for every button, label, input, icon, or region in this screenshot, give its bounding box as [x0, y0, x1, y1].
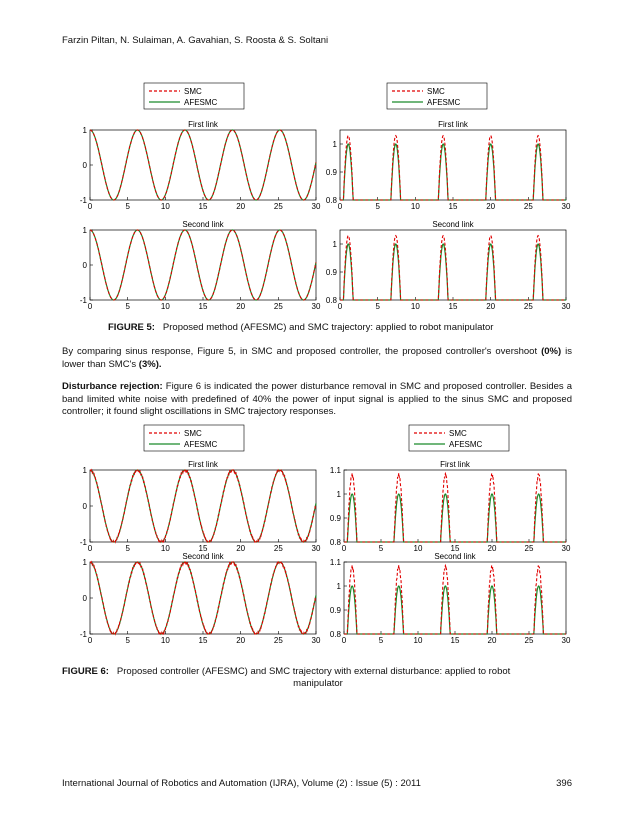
x-tick-label: 25 — [273, 202, 283, 211]
x-tick-label: 20 — [236, 202, 246, 211]
x-tick-label: 5 — [125, 636, 130, 645]
figure-6 — [62, 422, 574, 662]
x-tick-label: 30 — [311, 202, 321, 211]
x-tick-label: 25 — [524, 544, 534, 553]
x-tick-label: 0 — [87, 202, 93, 211]
x-tick-label: 10 — [160, 636, 170, 645]
fig6-left-first-link-plot — [80, 460, 321, 553]
y-tick-label: 0.8 — [329, 538, 341, 547]
legend-afesmc: AFESMC — [184, 98, 218, 107]
page-footer — [62, 778, 572, 789]
y-tick-label: 1 — [82, 558, 87, 567]
x-tick-label: 20 — [486, 302, 496, 311]
x-tick-label: 5 — [375, 202, 380, 211]
y-tick-label: -1 — [79, 630, 87, 639]
x-tick-label: 5 — [125, 544, 130, 553]
x-tick-label: 25 — [523, 202, 533, 211]
plot-title: First link — [188, 120, 218, 129]
x-tick-label: 30 — [561, 302, 571, 311]
y-tick-label: -1 — [79, 196, 87, 205]
fig5-left-first-link-plot — [80, 120, 321, 211]
plot-frame — [340, 230, 566, 300]
x-tick-label: 0 — [337, 202, 343, 211]
y-tick-label: 0 — [82, 502, 87, 511]
x-tick-label: 30 — [561, 544, 571, 553]
x-tick-label: 10 — [413, 636, 423, 645]
y-tick-label: 1 — [332, 240, 337, 249]
x-tick-label: 20 — [487, 636, 497, 645]
x-tick-label: 30 — [561, 636, 571, 645]
y-tick-label: 0.9 — [329, 606, 341, 615]
y-tick-label: 1 — [336, 582, 341, 591]
legend-smc: SMC — [184, 87, 202, 96]
plot-frame — [344, 470, 566, 542]
x-tick-label: 30 — [311, 302, 321, 311]
y-tick-label: 1 — [336, 490, 341, 499]
y-tick-label: 0.9 — [325, 168, 337, 177]
y-tick-label: 0.8 — [325, 296, 337, 305]
x-tick-label: 0 — [341, 636, 347, 645]
x-tick-label: 15 — [198, 302, 208, 311]
figure-6-label: FIGURE 6: — [62, 666, 109, 677]
legend-smc: SMC — [449, 429, 467, 438]
plot-title: Second link — [434, 552, 476, 561]
x-tick-label: 20 — [236, 302, 246, 311]
x-tick-label: 15 — [448, 302, 458, 311]
y-tick-label: 1 — [82, 226, 87, 235]
x-tick-label: 20 — [236, 544, 246, 553]
x-tick-label: 25 — [273, 544, 283, 553]
plot-title: Second link — [182, 552, 224, 561]
fig6-left-second-link-plot — [80, 552, 321, 645]
figure-5 — [62, 78, 574, 318]
y-tick-label: 0 — [82, 261, 87, 270]
x-tick-label: 10 — [160, 202, 170, 211]
x-tick-label: 10 — [413, 544, 423, 553]
y-tick-label: 1.1 — [329, 558, 341, 567]
x-tick-label: 15 — [450, 544, 460, 553]
figure-5-caption — [108, 322, 493, 333]
y-tick-label: -1 — [79, 538, 87, 547]
legend-afesmc: AFESMC — [184, 440, 218, 449]
x-tick-label: 10 — [410, 202, 420, 211]
y-tick-label: 1.1 — [329, 466, 341, 475]
fig6-right-second-link-plot — [330, 552, 571, 645]
y-tick-label: 0 — [82, 594, 87, 603]
x-tick-label: 10 — [160, 544, 170, 553]
fig5-left-legend — [144, 83, 244, 109]
x-tick-label: 0 — [341, 544, 347, 553]
y-tick-label: 0.8 — [325, 196, 337, 205]
x-tick-label: 30 — [311, 636, 321, 645]
x-tick-label: 0 — [87, 302, 93, 311]
fig6-right-first-link-plot — [330, 460, 571, 553]
x-tick-label: 20 — [487, 544, 497, 553]
x-tick-label: 15 — [198, 636, 208, 645]
figure-5-label: FIGURE 5: — [108, 322, 155, 333]
plot-title: First link — [188, 460, 218, 469]
paragraph-2: Disturbance rejection: Figure 6 is indicated the power disturbance removal in SMC and proposed controller. Besides a band limited white noise with predefined of 40% the power of input signal is applied to the sinus SMC and proposed controller; it found slight oscillations in SMC trajectory responses. — [62, 381, 572, 417]
plot-frame — [344, 562, 566, 634]
y-tick-label: -1 — [79, 296, 87, 305]
x-tick-label: 15 — [448, 202, 458, 211]
fig6-left-legend — [144, 425, 244, 451]
x-tick-label: 20 — [486, 202, 496, 211]
x-tick-label: 0 — [337, 302, 343, 311]
x-tick-label: 25 — [273, 302, 283, 311]
journal-citation: International Journal of Robotics and Automation (IJRA), Volume (2) : Issue (5) : 2011 — [62, 778, 421, 789]
x-tick-label: 25 — [524, 636, 534, 645]
legend-afesmc: AFESMC — [427, 98, 461, 107]
fig5-right-first-link-plot — [326, 120, 571, 211]
plot-title: First link — [440, 460, 470, 469]
x-tick-label: 10 — [410, 302, 420, 311]
y-tick-label: 0 — [82, 161, 87, 170]
x-tick-label: 15 — [198, 544, 208, 553]
x-tick-label: 20 — [236, 636, 246, 645]
x-tick-label: 5 — [375, 302, 380, 311]
x-tick-label: 0 — [87, 544, 93, 553]
page-number: 396 — [556, 778, 572, 789]
x-tick-label: 30 — [311, 544, 321, 553]
y-tick-label: 1 — [332, 140, 337, 149]
fig5-left-second-link-plot — [80, 220, 321, 311]
x-tick-label: 5 — [378, 544, 384, 553]
x-tick-label: 5 — [125, 202, 130, 211]
paragraph-1: By comparing sinus response, Figure 5, in SMC and proposed controller, the proposed controller's overshoot (0%) is lower than SMC's (3%). — [62, 346, 573, 370]
fig5-right-second-link-plot — [326, 220, 571, 311]
fig6-right-legend — [409, 425, 509, 451]
plot-frame — [340, 130, 566, 200]
x-tick-label: 0 — [87, 636, 93, 645]
plot-title: Second link — [182, 220, 224, 229]
legend-afesmc: AFESMC — [449, 440, 483, 449]
running-header: Farzin Piltan, N. Sulaiman, A. Gavahian, S. Roosta & S. Soltani — [62, 35, 329, 46]
plot-title: Second link — [432, 220, 474, 229]
y-tick-label: 0.9 — [325, 268, 337, 277]
x-tick-label: 15 — [450, 636, 460, 645]
legend-smc: SMC — [184, 429, 202, 438]
x-tick-label: 25 — [273, 636, 283, 645]
x-tick-label: 25 — [523, 302, 533, 311]
x-tick-label: 5 — [378, 636, 384, 645]
y-tick-label: 1 — [82, 466, 87, 475]
plot-title: First link — [438, 120, 468, 129]
y-tick-label: 0.9 — [329, 514, 341, 523]
x-tick-label: 10 — [160, 302, 170, 311]
y-tick-label: 0.8 — [329, 630, 341, 639]
y-tick-label: 1 — [82, 126, 87, 135]
x-tick-label: 5 — [125, 302, 130, 311]
figure-5-caption-text: Proposed method (AFESMC) and SMC trajectory: applied to robot manipulator — [162, 322, 494, 333]
legend-smc: SMC — [427, 87, 445, 96]
fig5-right-legend — [387, 83, 487, 109]
figure-6-caption: FIGURE 6: Proposed controller (AFESMC) and SMC trajectory with external disturbance: applied to robot manipulator — [62, 666, 511, 689]
x-tick-label: 30 — [561, 202, 571, 211]
x-tick-label: 15 — [198, 202, 208, 211]
